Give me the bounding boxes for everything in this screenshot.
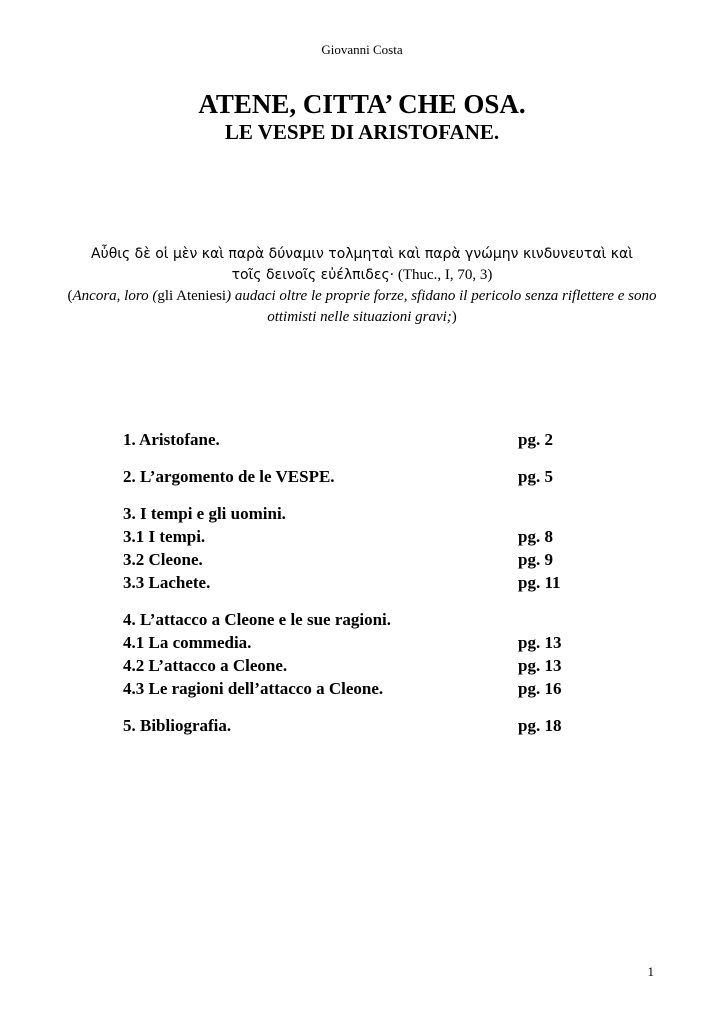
toc-entry-page: pg. 13 <box>518 656 562 675</box>
document-title: ATENE, CITTA’ CHE OSA. <box>198 89 526 119</box>
toc-entry-page: pg. 13 <box>518 633 562 652</box>
italian-translation <box>60 286 664 328</box>
toc-entry <box>123 631 603 654</box>
author-header: Giovanni Costa <box>321 42 403 57</box>
toc-entry-label: 3.3 Lachete. <box>123 573 211 592</box>
toc-entry <box>123 714 603 737</box>
toc-entry <box>123 677 603 700</box>
greek-text-line2: τοῖς δεινοῖς εὐέλπιδες· <box>231 267 395 283</box>
table-of-contents <box>123 428 603 737</box>
toc-entry-label: 3.2 Cleone. <box>123 550 203 569</box>
document-subtitle: LE VESPE DI ARISTOFANE. <box>224 120 500 144</box>
toc-entry-label: 4.2 L’attacco a Cleone. <box>123 656 288 675</box>
toc-entry-label: 3. I tempi e gli uomini. <box>123 504 286 523</box>
toc-entry-label: 4.3 Le ragioni dell’attacco a Cleone. <box>123 679 384 698</box>
toc-entry-label: 2. L’argomento de le VESPE. <box>123 467 335 486</box>
toc-entry-label: 4.1 La commedia. <box>123 633 252 652</box>
toc-entry-page: pg. 16 <box>518 679 562 698</box>
toc-entry <box>123 502 603 525</box>
translation-part2: ) audaci oltre le proprie forze, sfidano il pericolo senza riflettere e sono ottimisti nelle situazioni gravi; <box>226 288 657 325</box>
translation-part1: Ancora, loro ( <box>72 288 158 304</box>
page-number: 1 <box>647 964 654 979</box>
quote-citation: (Thuc., I, 70, 3) <box>394 267 493 283</box>
toc-entry-page: pg. 8 <box>518 527 553 546</box>
translation-open-paren: ( <box>67 288 73 304</box>
toc-entry-page: pg. 9 <box>518 550 553 569</box>
toc-entry-label: 5. Bibliografia. <box>123 716 232 735</box>
greek-text-line1: Αὖθις δὲ οἱ μὲν καὶ παρὰ δύναμιν τολμηταὶ καὶ παρὰ γνώμην κινδυνευταὶ καὶ <box>91 246 633 262</box>
toc-entry <box>123 525 603 548</box>
toc-entry <box>123 571 603 594</box>
toc-entry <box>123 428 603 451</box>
toc-entry <box>123 654 603 677</box>
translation-close-paren: ) <box>451 309 457 325</box>
toc-entry-page: pg. 18 <box>518 716 562 735</box>
toc-entry-label: 1. Aristofane. <box>123 430 220 449</box>
toc-entry-page: pg. 11 <box>518 573 561 592</box>
toc-entry-page: pg. 2 <box>518 430 553 449</box>
epigraph <box>60 244 664 328</box>
toc-entry <box>123 608 603 631</box>
toc-entry-label: 4. L’attacco a Cleone e le sue ragioni. <box>123 610 392 629</box>
toc-entry <box>123 465 603 488</box>
greek-quote <box>60 244 664 286</box>
translation-plain: gli Ateniesi <box>157 288 227 304</box>
toc-entry <box>123 548 603 571</box>
toc-entry-label: 3.1 I tempi. <box>123 527 206 546</box>
toc-entry-page: pg. 5 <box>518 467 553 486</box>
